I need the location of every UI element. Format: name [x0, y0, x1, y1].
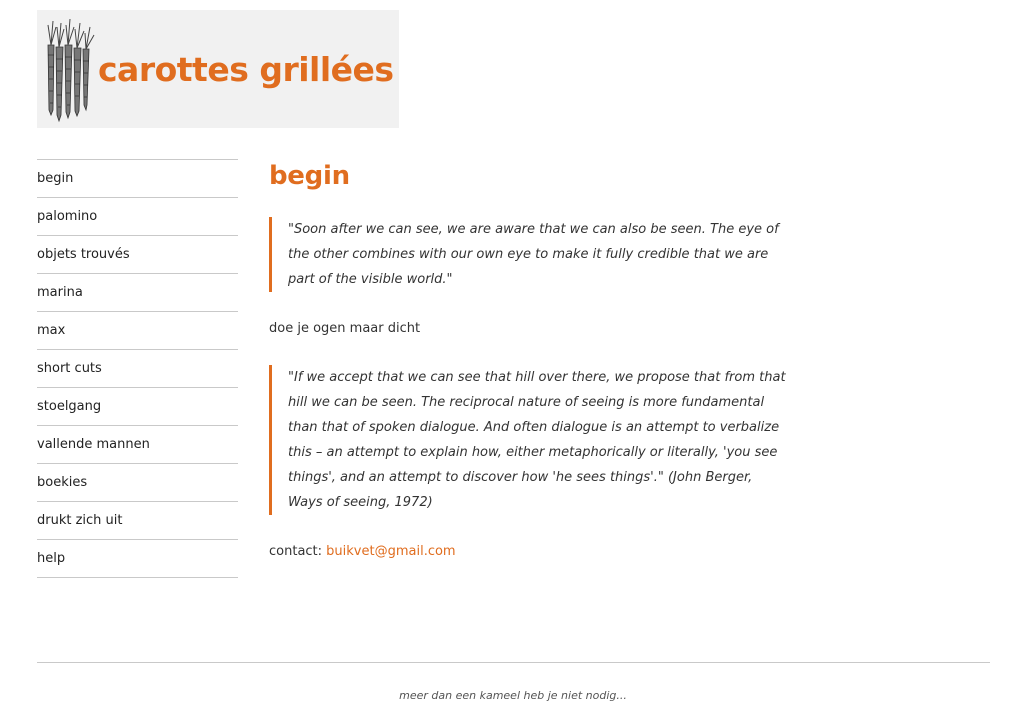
nav-link-begin[interactable]: begin — [37, 171, 74, 186]
sidebar-item-objets-trouves — [37, 236, 238, 274]
sidebar-item-drukt-zich-uit — [37, 502, 238, 540]
sidebar-item-stoelgang — [37, 388, 238, 426]
page-title: begin — [269, 161, 350, 191]
sidebar-item-begin — [37, 160, 238, 198]
contact-line — [269, 539, 799, 564]
nav-link-boekies[interactable]: boekies — [37, 475, 88, 490]
nav-link-objets-trouves[interactable]: objets trouvés — [37, 247, 130, 262]
sidebar-nav — [37, 159, 238, 578]
site-logo[interactable] — [37, 10, 399, 128]
nav-link-stoelgang[interactable]: stoelgang — [37, 399, 102, 414]
nav-link-drukt-zich-uit[interactable]: drukt zich uit — [37, 513, 123, 528]
nav-link-short-cuts[interactable]: short cuts — [37, 361, 102, 376]
nav-link-marina[interactable]: marina — [37, 285, 83, 300]
sidebar-item-short-cuts — [37, 350, 238, 388]
quote-berger-ways-of-seeing: "If we accept that we can see that hill over there, we propose that from that hill we can be seen. The reciprocal nature of seeing is more fundamental than that of spoken dialogue. And often dialogue is an attempt to verbalize this – an attempt to explain how, either metaphorically or literally, 'you see things', and an attempt to discover how 'he sees things'." (John Berger, Ways of seeing, 1972) — [269, 365, 788, 515]
sidebar-item-max — [37, 312, 238, 350]
intro-paragraph: doe je ogen maar dicht — [269, 321, 421, 336]
contact-email-link[interactable]: buikvet@gmail.com — [326, 544, 456, 559]
contact-label: contact: — [269, 544, 323, 559]
footer-divider — [37, 662, 990, 663]
sidebar-item-marina — [37, 274, 238, 312]
sidebar-item-palomino — [37, 198, 238, 236]
sidebar-item-boekies — [37, 464, 238, 502]
footer-text: meer dan een kameel heb je niet nodig... — [399, 689, 627, 702]
main-content — [269, 158, 799, 564]
nav-link-palomino[interactable]: palomino — [37, 209, 98, 224]
logo-text: carottes grillées — [98, 49, 394, 89]
quote-berger-intro: "Soon after we can see, we are aware that we can also be seen. The eye of the other combines with our own eye to make it fully credible that we are part of the visible world." — [269, 217, 788, 292]
carrots-logo-icon — [40, 15, 98, 123]
sidebar-item-vallende-mannen — [37, 426, 238, 464]
nav-link-help[interactable]: help — [37, 551, 66, 566]
sidebar-item-help — [37, 540, 238, 578]
nav-link-max[interactable]: max — [37, 323, 66, 338]
nav-link-vallende-mannen[interactable]: vallende mannen — [37, 437, 150, 452]
